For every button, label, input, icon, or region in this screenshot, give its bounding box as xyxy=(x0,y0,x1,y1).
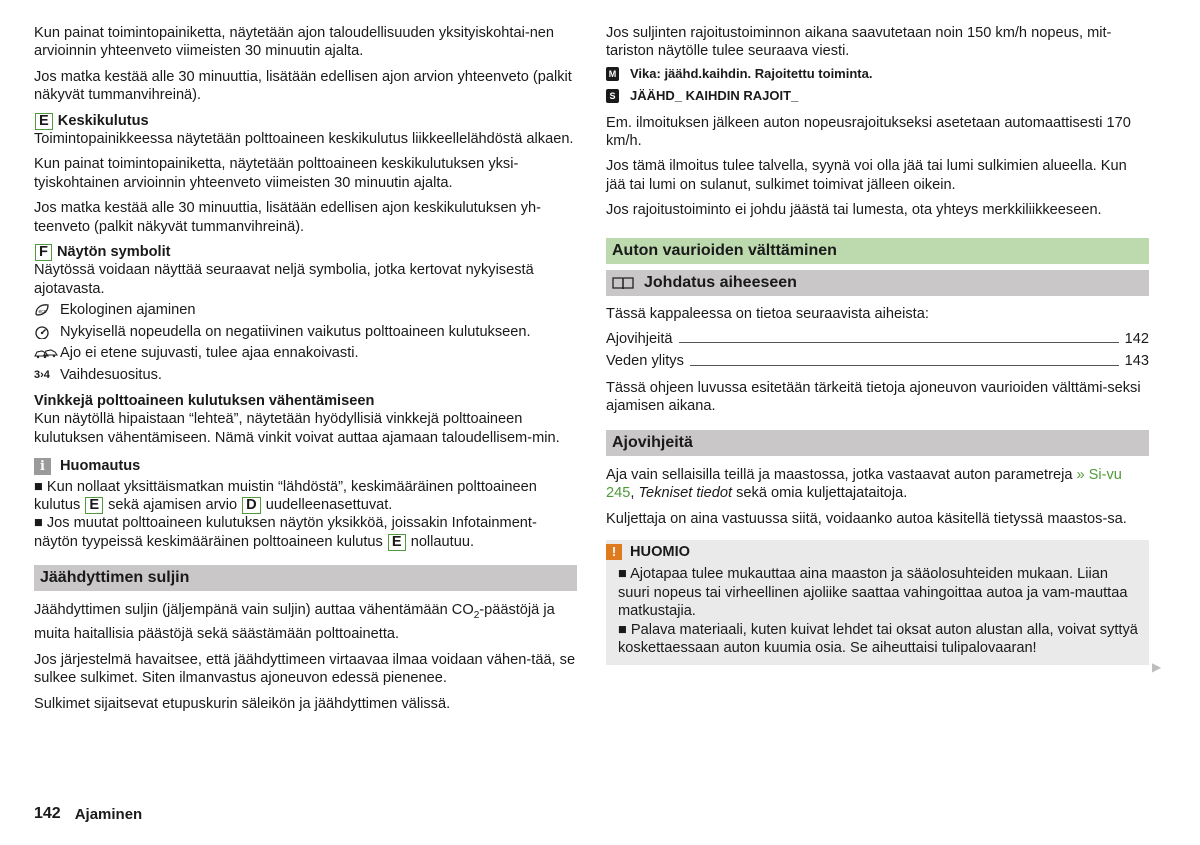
paragraph: Sulkimet sijaitsevat etupuskurin säleikön ja jäähdyttimen välissä. xyxy=(34,695,451,712)
warning-icon: ! xyxy=(606,544,622,560)
note-heading xyxy=(34,457,577,475)
symbols-title: Näytön symbolit xyxy=(56,244,171,261)
note-text: uudelleenasettuvat. xyxy=(265,496,393,513)
warning-item: ■ Ajotapaa tulee mukauttaa aina maaston ja sääolosuhteiden mukaan. Liian suuri nopeus tai virheellinen ajoliike saattaa vahingoittaa autoa ja vam-mauttaa matkustajia. xyxy=(618,566,1128,620)
maxidot-badge-icon: M xyxy=(606,67,619,81)
paragraph: Jos matka kestää alle 30 minuuttia, lisätään edellisen ajon arvion yhteenveto (palkit näkyvät tummanvihreinä). xyxy=(34,68,572,104)
symbol-text: Nykyisellä nopeudella on negatiivinen vaikutus polttoaineen kulutukseen. xyxy=(60,323,531,340)
paragraph: Kun näytöllä hipaistaan “lehteä”, näytetään hyödyllisiä vinkkejä polttoaineen kulutuksen vähentämiseen. Nämä vinkit voivat auttaa ajamaan taloudellisem-min. xyxy=(34,411,560,446)
symbol-text: Ajo ei etene sujuvasti, tulee ajaa ennakoivasti. xyxy=(60,345,359,362)
tips-heading: Vinkkejä polttoaineen kulutuksen vähentämiseen xyxy=(34,392,375,409)
toc-page: 143 xyxy=(1124,353,1149,370)
chapter-title: Johdatus aiheeseen xyxy=(644,273,797,291)
label-box-e: E xyxy=(388,534,406,551)
section-heading-damage-avoidance: Auton vaurioiden välttäminen xyxy=(606,238,1149,264)
paragraph: Tässä kappaleessa on tietoa seuraavista aiheista: xyxy=(606,305,929,322)
keskikulutus-heading xyxy=(34,112,577,130)
page-number: 142 xyxy=(34,805,61,822)
label-box-e: E xyxy=(85,497,103,514)
chapter-heading xyxy=(606,270,1149,296)
note-item xyxy=(34,478,577,515)
warning-title: HUOMIO xyxy=(630,543,690,560)
paragraph: Kun painat toimintopainiketta, näytetään polttoaineen keskikulutuksen yksi-tyiskohtainen arvioinnin yhteenveto viimeisten 30 minuutin ajalta. xyxy=(34,156,519,191)
symbol-row xyxy=(34,366,577,384)
symbol-row xyxy=(34,301,577,319)
note-text: nollautuu. xyxy=(410,533,474,550)
symbol-text: Vaihdesuositus. xyxy=(60,366,162,383)
label-box-d: D xyxy=(242,497,261,514)
warning-heading xyxy=(606,543,1139,561)
right-column xyxy=(606,24,1149,665)
note-text: ■ Jos muutat polttoaineen kulutuksen näytön yksikköä, joissakin Infotainment-näytön tyypeissä keskimääräinen polttoaineen kulutus xyxy=(34,515,537,550)
toc-label: Veden ylitys xyxy=(606,353,684,370)
note-title: Huomautus xyxy=(60,458,141,475)
message-row xyxy=(606,65,1149,83)
paragraph xyxy=(606,466,1149,503)
paragraph xyxy=(34,601,577,644)
toc-entry[interactable] xyxy=(606,352,1149,370)
section-heading-radiator-shutter: Jäähdyttimen suljin xyxy=(34,565,577,591)
svg-text:eco: eco xyxy=(38,309,47,316)
symbol-row xyxy=(34,344,577,362)
warning-box xyxy=(606,540,1149,665)
paragraph: Toimintopainikkeessa näytetään polttoaineen keskikulutus liikkeellelähdöstä alkaen. xyxy=(34,131,574,148)
paragraph: Kuljettaja on aina vastuussa siitä, voidaanko autoa käsitellä tietyssä maastos-sa. xyxy=(606,510,1127,527)
italic-reference: Tekniset tiedot xyxy=(638,485,733,502)
toc-leader xyxy=(679,342,1119,343)
paragraph: Jos matka kestää alle 30 minuuttia, lisätään edellisen ajon keskikulutuksen yh-teenveto (palkit näkyvät tummanvihreinä). xyxy=(34,200,542,235)
toc-page: 142 xyxy=(1124,331,1149,348)
toc-entry[interactable] xyxy=(606,330,1149,348)
symbol-text: Ekologinen ajaminen xyxy=(60,302,196,319)
note-text: sekä ajamisen arvio xyxy=(108,496,238,513)
page-footer xyxy=(34,805,142,825)
segment-badge-icon: S xyxy=(606,89,619,103)
text: , xyxy=(630,485,635,502)
toc-leader xyxy=(690,365,1119,366)
continue-arrow-icon: ▶ xyxy=(1152,660,1162,674)
note-item xyxy=(34,514,577,551)
text: Aja vain sellaisilla teillä ja maastossa, jotka vastaavat auton parametreja xyxy=(606,466,1073,483)
paragraph: Jos rajoitustoiminto ei johdu jäästä tai lumesta, ota yhteys merkkiliikkeeseen. xyxy=(606,202,1102,219)
paragraph: Jos järjestelmä havaitsee, että jäähdyttimeen virtaavaa ilmaa voidaan vähen-tää, se sulkee sulkimet. Siten ilmanvastus ajoneuvon edessä pienenee. xyxy=(34,651,576,687)
car-traffic-icon xyxy=(34,347,60,359)
left-column xyxy=(34,24,577,720)
toc-label: Ajovihjeitä xyxy=(606,331,673,348)
symbol-row xyxy=(34,323,577,341)
text: sekä omia kuljettajataitoja. xyxy=(736,485,908,502)
paragraph: Näytössä voidaan näyttää seuraavat neljä symbolia, jotka kertovat nykyisestä ajotavasta. xyxy=(34,262,534,297)
subscript: 2 xyxy=(473,610,480,622)
text: Jäähdyttimen suljin (jäljempänä vain suljin) auttaa vähentämään CO xyxy=(34,602,474,619)
book-icon xyxy=(612,276,634,290)
display-message: Vika: jäähd.kaihdin. Rajoitettu toiminta. xyxy=(630,65,873,81)
display-message: JÄÄHD_ KAIHDIN RAJOIT_ xyxy=(630,88,799,104)
paragraph: Jos suljinten rajoitustoiminnon aikana saavutetaan noin 150 km/h nopeus, mit-tariston näytölle tulee seuraava viesti. xyxy=(606,25,1112,60)
eco-icon xyxy=(34,303,60,317)
label-box-e: E xyxy=(35,113,53,130)
note-text: ■ Kun nollaat yksittäismatkan muistin “lähdöstä”, keskimääräinen polttoaineen kulutus xyxy=(34,478,537,513)
paragraph: Em. ilmoituksen jälkeen auton nopeusrajoitukseksi asetetaan automaattisesti 170 km/h. xyxy=(606,114,1131,150)
text: -päästöjä ja muita haitallisia päästöjä sekä säästämään polttoainetta. xyxy=(34,602,555,643)
paragraph: Jos tämä ilmoitus tulee talvella, syynä voi olla jää tai lumi sulkimien alueella. Kun jää tai lumi on sulanut, sulkimet toimivat jälleen oikein. xyxy=(606,158,1127,193)
label-box-f: F xyxy=(35,244,52,261)
warning-item: ■ Palava materiaali, kuten kuivat lehdet tai oksat auton alustan alla, voivat syttyä koskettaessaan auton kuumia osia. Se aiheuttaisi tulipalovaaran! xyxy=(618,621,1138,656)
gear-shift-icon: 3›4 xyxy=(34,368,50,381)
paragraph: Kun painat toimintopainiketta, näytetään ajon taloudellisuuden yksityiskohtai-nen arvioinnin yhteenveto viimeisten 30 minuutin ajalta. xyxy=(34,25,555,60)
footer-chapter: Ajaminen xyxy=(74,806,143,823)
page-link[interactable]: » Si-vu 245 xyxy=(606,466,1122,502)
paragraph: Tässä ohjeen luvussa esitetään tärkeitä tietoja ajoneuvon vaurioiden välttämi-seksi ajamisen aikana. xyxy=(606,379,1141,415)
speedometer-icon xyxy=(34,325,60,339)
keskikulutus-title: Keskikulutus xyxy=(57,112,149,129)
symbols-heading xyxy=(34,243,577,261)
info-icon: i xyxy=(34,458,51,475)
section-heading-driving-tips: Ajovihjeitä xyxy=(606,430,1149,456)
message-row xyxy=(606,87,1149,105)
